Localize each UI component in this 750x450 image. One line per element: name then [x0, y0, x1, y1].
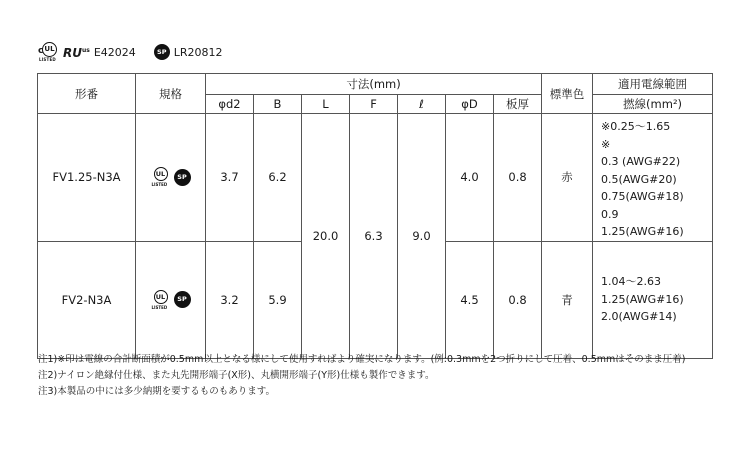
wire-line: 1.25(AWG#16): [601, 292, 684, 306]
ul-file-number: E42024: [93, 45, 136, 59]
header-model: 形番: [38, 74, 136, 114]
header-d2: φd2: [206, 95, 254, 114]
note-2: 注2)ナイロン絶縁付仕様、また丸先開形端子(X形)、丸横開形端子(Y形)仕様も製作できます。: [38, 370, 435, 381]
wire-range-cell: [593, 114, 713, 242]
wire-line: ※: [601, 137, 611, 151]
color-cell: 赤: [542, 114, 593, 242]
ul-listed-logo: c UL LISTED: [38, 42, 60, 62]
b-cell: 6.2: [254, 114, 302, 242]
csa-logo: SP: [174, 291, 191, 308]
table-row: [38, 114, 713, 242]
standard-cell: [136, 241, 206, 358]
header-outer-d: φD: [446, 95, 494, 114]
csa-logo: SP: [174, 169, 191, 186]
certification-row: [38, 40, 223, 64]
wire-line: 1.25(AWG#16): [601, 225, 684, 238]
ru-recognized-logo: $RU^{us}$: [63, 46, 90, 60]
thickness-cell: 0.8: [494, 114, 542, 242]
header-wire-range: 適用電線範囲: [593, 74, 713, 95]
ul-listed-logo: UL LISTED: [151, 289, 171, 311]
wire-line: ※0.25～1.65: [601, 120, 671, 133]
spec-table: [37, 73, 713, 359]
ul-listed-logo: UL LISTED: [151, 166, 171, 188]
d2-cell: 3.2: [206, 241, 254, 358]
header-dimensions: 寸法(mm): [206, 74, 542, 95]
outer-d-cell: 4.5: [446, 241, 494, 358]
header-f: F: [350, 95, 398, 114]
header-b: B: [254, 95, 302, 114]
csa-file-number: LR20812: [173, 45, 223, 59]
model-cell: FV1.25-N3A: [38, 114, 136, 242]
header-standard-color: 標準色: [542, 74, 593, 114]
header-ell: ℓ: [398, 95, 446, 114]
csa-logo: SP: [154, 44, 170, 60]
d2-cell: 3.7: [206, 114, 254, 242]
wire-range-cell: [593, 241, 713, 358]
wire-line: 0.5(AWG#20): [601, 172, 677, 186]
wire-line: 0.9: [601, 207, 619, 221]
header-l: L: [302, 95, 350, 114]
ell-cell: 9.0: [398, 114, 446, 359]
l-cell: 20.0: [302, 114, 350, 359]
note-1: 注1)※印は電線の合計断面積が0.5mm以上となる様にして使用すればより確実になります。(例:0.3mmを2つ折りにして圧着、0.5mmはそのまま圧着): [38, 354, 686, 365]
wire-line: 0.75(AWG#18): [601, 190, 684, 203]
wire-line: 1.04～2.63: [601, 275, 662, 289]
standard-cell: [136, 114, 206, 242]
header-standard: 規格: [136, 74, 206, 114]
wire-line: 0.3 (AWG#22): [601, 155, 681, 168]
outer-d-cell: 4.0: [446, 114, 494, 242]
note-3: 注3)本製品の中には多少納期を要するものもあります。: [38, 386, 275, 397]
f-cell: 6.3: [350, 114, 398, 359]
color-cell: 青: [542, 241, 593, 358]
model-cell: FV2-N3A: [38, 241, 136, 358]
wire-line: 2.0(AWG#14): [601, 310, 677, 324]
b-cell: 5.9: [254, 241, 302, 358]
thickness-cell: 0.8: [494, 241, 542, 358]
header-wire-sub: 撚線(mm²): [593, 95, 713, 114]
notes-section: [38, 352, 718, 400]
header-thickness: 板厚: [494, 95, 542, 114]
